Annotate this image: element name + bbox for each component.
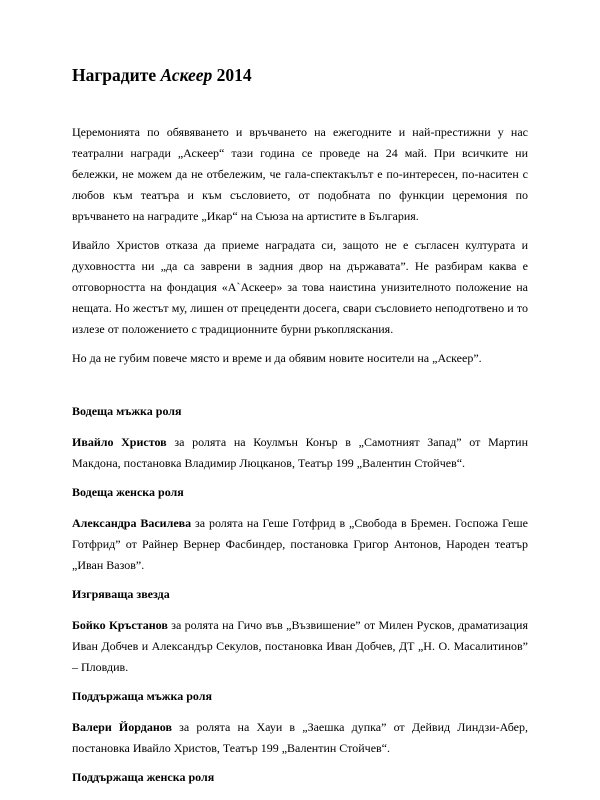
award-category-heading: Поддържаща женска роля [72,770,215,784]
intro-section [72,122,528,369]
awards-section [72,401,528,788]
award-winner-name: Ивайло Христов [72,435,167,449]
title-italic: Аскеер [160,65,213,85]
award-winner-name: Александра Василева [72,516,192,530]
award-description: за ролята на Геше Готфрид в „Свобода в Бремен. Госпожа Геше Готфрид” от Райнер Вернер Фасбиндер, постановка Григор Антонов, Народен театър „Иван Вазов”. [72,516,528,572]
page-title [72,64,528,86]
award-category-heading: Изгряваща звезда [72,587,170,601]
award-category-heading: Водеща мъжка роля [72,404,182,418]
document-page [72,64,528,798]
award-category-heading: Поддържаща мъжка роля [72,689,212,703]
award-winner-name: Бойко Кръстанов [72,618,168,632]
intro-paragraph: Церемонията по обявяването и връчването на ежегодните и най-престижни у нас театрални награди „Аскеер“ тази година се проведе на 24 май. При всичките ни бележки, не можем да не отбележим, че гала-спектакълът е по-интересен, по-наситен с любов към театъра и към съсловието, от подобната по функции церемония по връчването на наградите „Икар“ на Съюза на артистите в България. [72,125,528,223]
intro-paragraph: Ивайло Христов отказа да приеме наградата си, защото не е съгласен културата и духовността ни „да са заврени в задния двор на държавата”. Не разбирам каква е отговорността на фондация «А`Аскеер» за това наистина унизителното положение на нещата. Но жестът му, лишен от прецеденти досега, свари съсловието неподготвено и то излезе от положението с традиционните бурни ръкопляскания. [72,238,528,336]
award-description: за ролята на Гичо във „Възвишение” от Милен Русков, драматизация Иван Добчев и Александър Секулов, постановка Иван Добчев, ДТ „Н. О. Масалитинов” – Пловдив. [72,618,529,674]
award-entry [72,615,528,678]
title-prefix: Наградите [72,65,157,85]
title-year: 2014 [216,65,252,85]
award-description: за ролята на Коулмън Конър в „Самотният Запад” от Мартин Макдона, постановка Владимир Люцканов, Театър 199 „Валентин Стойчев“. [72,435,528,470]
award-description: за ролята на Хауи в „Заешка дупка” от Дейвид Линдзи-Абер, постановка Ивайло Христов, Театър 199 „Валентин Стойчев“. [72,720,528,755]
award-entry [72,513,528,576]
award-winner-name: Валери Йорданов [72,720,172,734]
award-entry [72,432,528,474]
award-category-heading: Водеща женска роля [72,485,184,499]
intro-paragraph: Но да не губим повече място и време и да обявим новите носители на „Аскеер”. [72,351,482,365]
award-entry [72,717,528,759]
